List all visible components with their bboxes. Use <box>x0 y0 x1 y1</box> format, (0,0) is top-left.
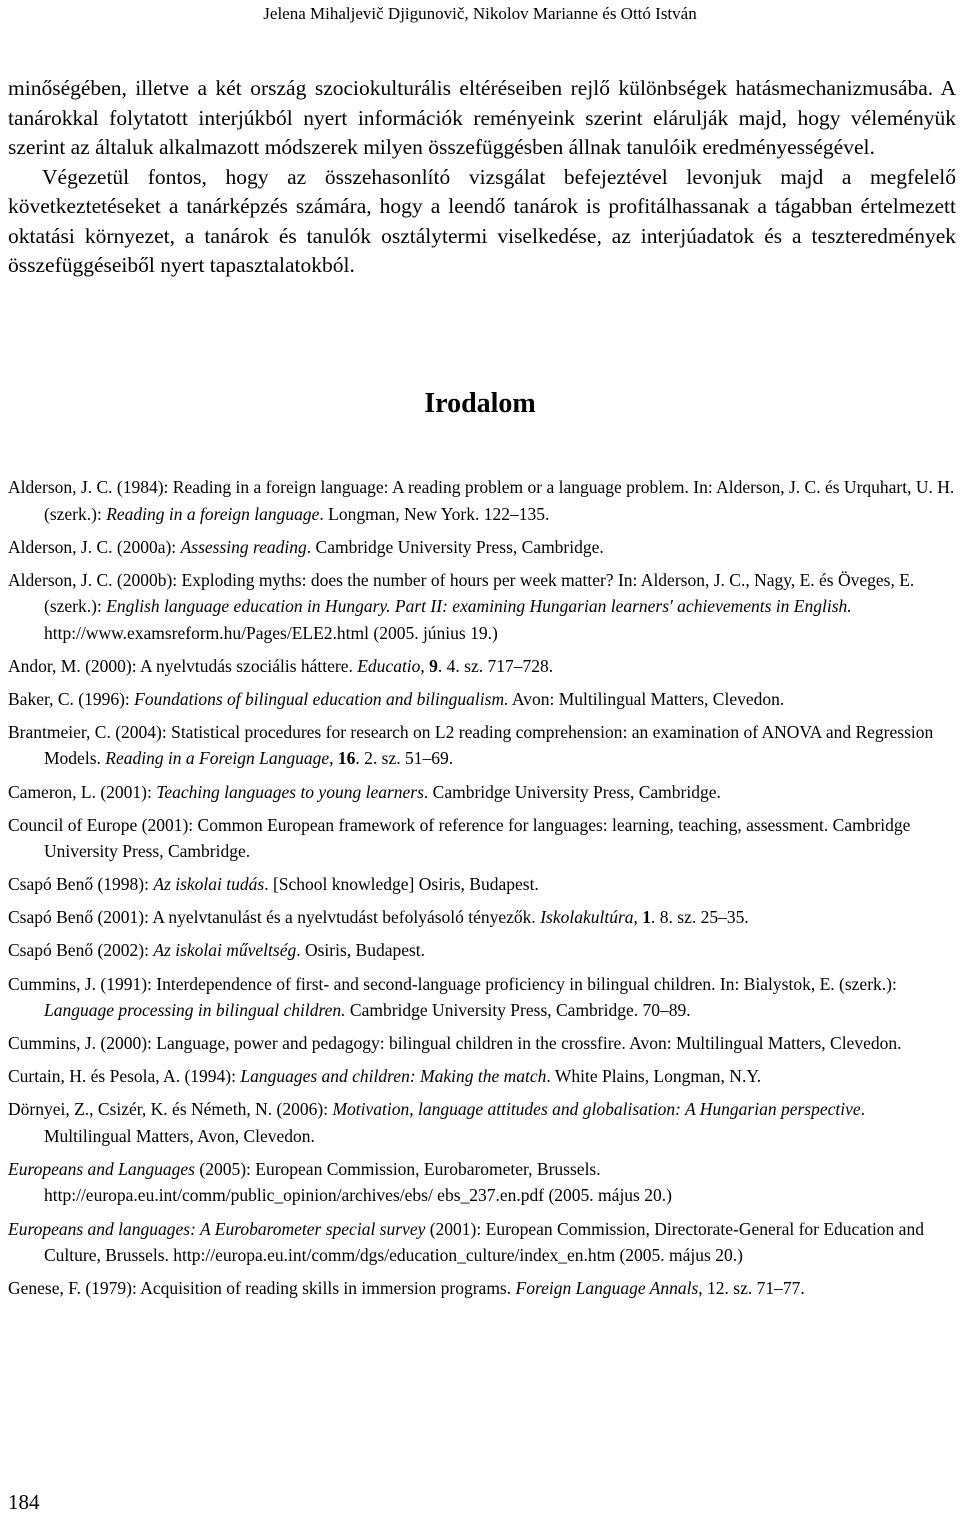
reference-text: . White Plains, Longman, N.Y. <box>546 1066 762 1087</box>
reference-text: Avon: Multilingual Matters, Clevedon. <box>508 688 785 709</box>
reference-entry <box>8 1030 956 1057</box>
reference-text: Alderson, J. C. (1984): Reading in a foreign language: A reading problem or a language problem. In: Alderson, J. C. és Urquhart, U. H. (szerk.): <box>8 477 955 524</box>
reference-text: Cambridge University Press, Cambridge. 70–89. <box>345 1000 691 1021</box>
body-paragraph: minőségében, illetve a két ország szociokulturális eltéréseiben rejlő különbségek hatásmechanizmusába. A tanárokkal folytatott interjúkból nyert információk reményeink szerint elárulják majd, hogy véleményük szerint az általuk alkalmazott módszerek milyen összefüggésben állnak tanulóik eredményességével. <box>8 76 956 159</box>
reference-text: . Longman, New York. 122–135. <box>319 503 550 524</box>
reference-text: 1 <box>642 907 652 928</box>
reference-text: Brantmeier, C. (2004): Statistical procedures for research on L2 reading comprehension: an examination of ANOVA and Regression Models. <box>8 721 934 769</box>
reference-text: Teaching languages to young learners <box>156 781 424 802</box>
reference-text: http://www.examsreform.hu/Pages/ELE2.html (2005. június 19.) <box>44 622 498 643</box>
reference-text: Foundations of bilingual education and bilingualism. <box>134 688 509 709</box>
reference-text: 9 <box>429 655 438 676</box>
reference-text: . [School knowledge] Osiris, Budapest. <box>264 874 539 895</box>
reference-text: . Cambridge University Press, Cambridge. <box>423 781 721 802</box>
reference-text: , 12. sz. 71–77. <box>698 1278 805 1299</box>
reference-text: English language education in Hungary. Part II: examining Hungarian learners' achievements in English. <box>106 596 852 617</box>
reference-entry <box>8 937 956 964</box>
reference-text: Motivation, language attitudes and globalisation: A Hungarian perspective <box>332 1099 861 1120</box>
reference-text: . 2. sz. 51–69. <box>355 748 454 769</box>
reference-text: , <box>420 655 430 676</box>
reference-text: (2005): European Commission, Eurobarometer, Brussels. http://europa.eu.int/comm/public_opinion/archives/ebs/ ebs_237.en.pdf (2005. május 20.) <box>44 1158 672 1206</box>
reference-text: . Cambridge University Press, Cambridge. <box>306 536 604 557</box>
reference-entry <box>8 1096 956 1149</box>
reference-text: Languages and children: Making the match <box>240 1066 547 1087</box>
reference-list <box>8 474 956 1308</box>
reference-text: Baker, C. (1996): <box>8 688 135 709</box>
reference-text: (2001): European Commission, Directorate-General for Education and Culture, Brussels. http://europa.eu.int/comm/dgs/education_culture/index_en.htm (2005. május 20.) <box>44 1218 924 1265</box>
reference-text: Council of Europe (2001): Common European framework of reference for languages: learning, teaching, assessment. Cambridge University Press, Cambridge. <box>8 814 911 862</box>
body-paragraph: Végezetül fontos, hogy az összehasonlító vizsgálat befejeztével levonjuk majd a megfelelő következtetéseket a tanárképzés számára, hogy a leendő tanárok is profitálhassanak a tágabban értelmezett oktatási környezet, a tanárok és tanulók osztálytermi viselkedése, az interjúadatok és a teszteredmények összefüggéseiből nyert tapasztalatokból. <box>8 164 956 277</box>
reference-text: . 8. sz. 25–35. <box>651 907 749 928</box>
reference-text: Assessing reading <box>180 536 307 557</box>
reference-text: Language processing in bilingual children. <box>44 1000 346 1021</box>
body-text <box>8 74 956 281</box>
section-title: Irodalom <box>424 388 536 419</box>
reference-text: Reading in a foreign language <box>106 503 320 524</box>
reference-text: Az iskolai tudás <box>153 874 265 895</box>
running-header: Jelena Mihaljevič Djigunovič, Nikolov Marianne és Ottó István <box>263 4 697 23</box>
reference-text: , <box>329 748 338 769</box>
reference-text: Andor, M. (2000): A nyelvtudás szociális háttere. <box>8 655 358 676</box>
reference-entry <box>8 904 956 931</box>
reference-entry <box>8 1156 956 1209</box>
reference-text: Alderson, J. C. (2000b): Exploding myths: does the number of hours per week matter? In: Alderson, J. C., Nagy, E. és Öveges, E. (szerk.): <box>8 569 915 617</box>
reference-text: 16 <box>337 748 356 769</box>
reference-entry <box>8 653 956 680</box>
reference-text: Csapó Benő (2002): <box>8 940 154 961</box>
reference-text: . Osiris, Budapest. <box>296 940 426 961</box>
reference-entry <box>8 971 956 1024</box>
reference-text: Alderson, J. C. (2000a): <box>8 536 181 557</box>
reference-text: Europeans and languages: A Eurobarometer special survey <box>8 1218 426 1239</box>
reference-entry <box>8 686 956 713</box>
reference-entry <box>8 871 956 898</box>
page-number: 184 <box>8 1490 40 1514</box>
reference-entry <box>8 1275 956 1302</box>
reference-entry <box>8 534 956 561</box>
reference-text: Reading in a Foreign Language <box>105 748 330 769</box>
reference-text: Csapó Benő (1998): <box>8 874 154 895</box>
reference-text: Az iskolai műveltség <box>153 940 297 961</box>
reference-entry <box>8 719 956 772</box>
reference-text: . 4. sz. 717–728. <box>437 655 554 676</box>
reference-text: Cummins, J. (1991): Interdependence of first- and second-language proficiency in bilingual children. In: Bialystok, E. (szerk.): <box>8 973 897 994</box>
reference-text: Cummins, J. (2000): Language, power and pedagogy: bilingual children in the crossfire. Avon: Multilingual Matters, Clevedon. <box>8 1033 902 1054</box>
reference-text: Curtain, H. és Pesola, A. (1994): <box>8 1066 241 1087</box>
reference-text: . Multilingual Matters, Avon, Clevedon. <box>44 1099 866 1146</box>
reference-text: Dörnyei, Z., Csizér, K. és Németh, N. (2006): <box>8 1099 333 1120</box>
reference-text: Educatio <box>357 655 421 676</box>
reference-entry <box>8 779 956 806</box>
reference-text: Genese, F. (1979): Acquisition of reading skills in immersion programs. <box>8 1278 516 1299</box>
reference-entry <box>8 567 956 647</box>
reference-text: Iskolakultúra <box>540 907 634 928</box>
reference-text: Foreign Language Annals <box>515 1278 699 1299</box>
reference-entry <box>8 474 956 527</box>
reference-entry <box>8 1216 956 1269</box>
reference-text: Europeans and Languages <box>8 1158 195 1179</box>
reference-text: Csapó Benő (2001): A nyelvtanulást és a nyelvtudást befolyásoló tényezők. <box>8 907 541 928</box>
reference-text: , <box>633 907 643 928</box>
reference-entry <box>8 1063 956 1090</box>
reference-text: Cameron, L. (2001): <box>8 781 157 802</box>
reference-entry <box>8 812 956 865</box>
